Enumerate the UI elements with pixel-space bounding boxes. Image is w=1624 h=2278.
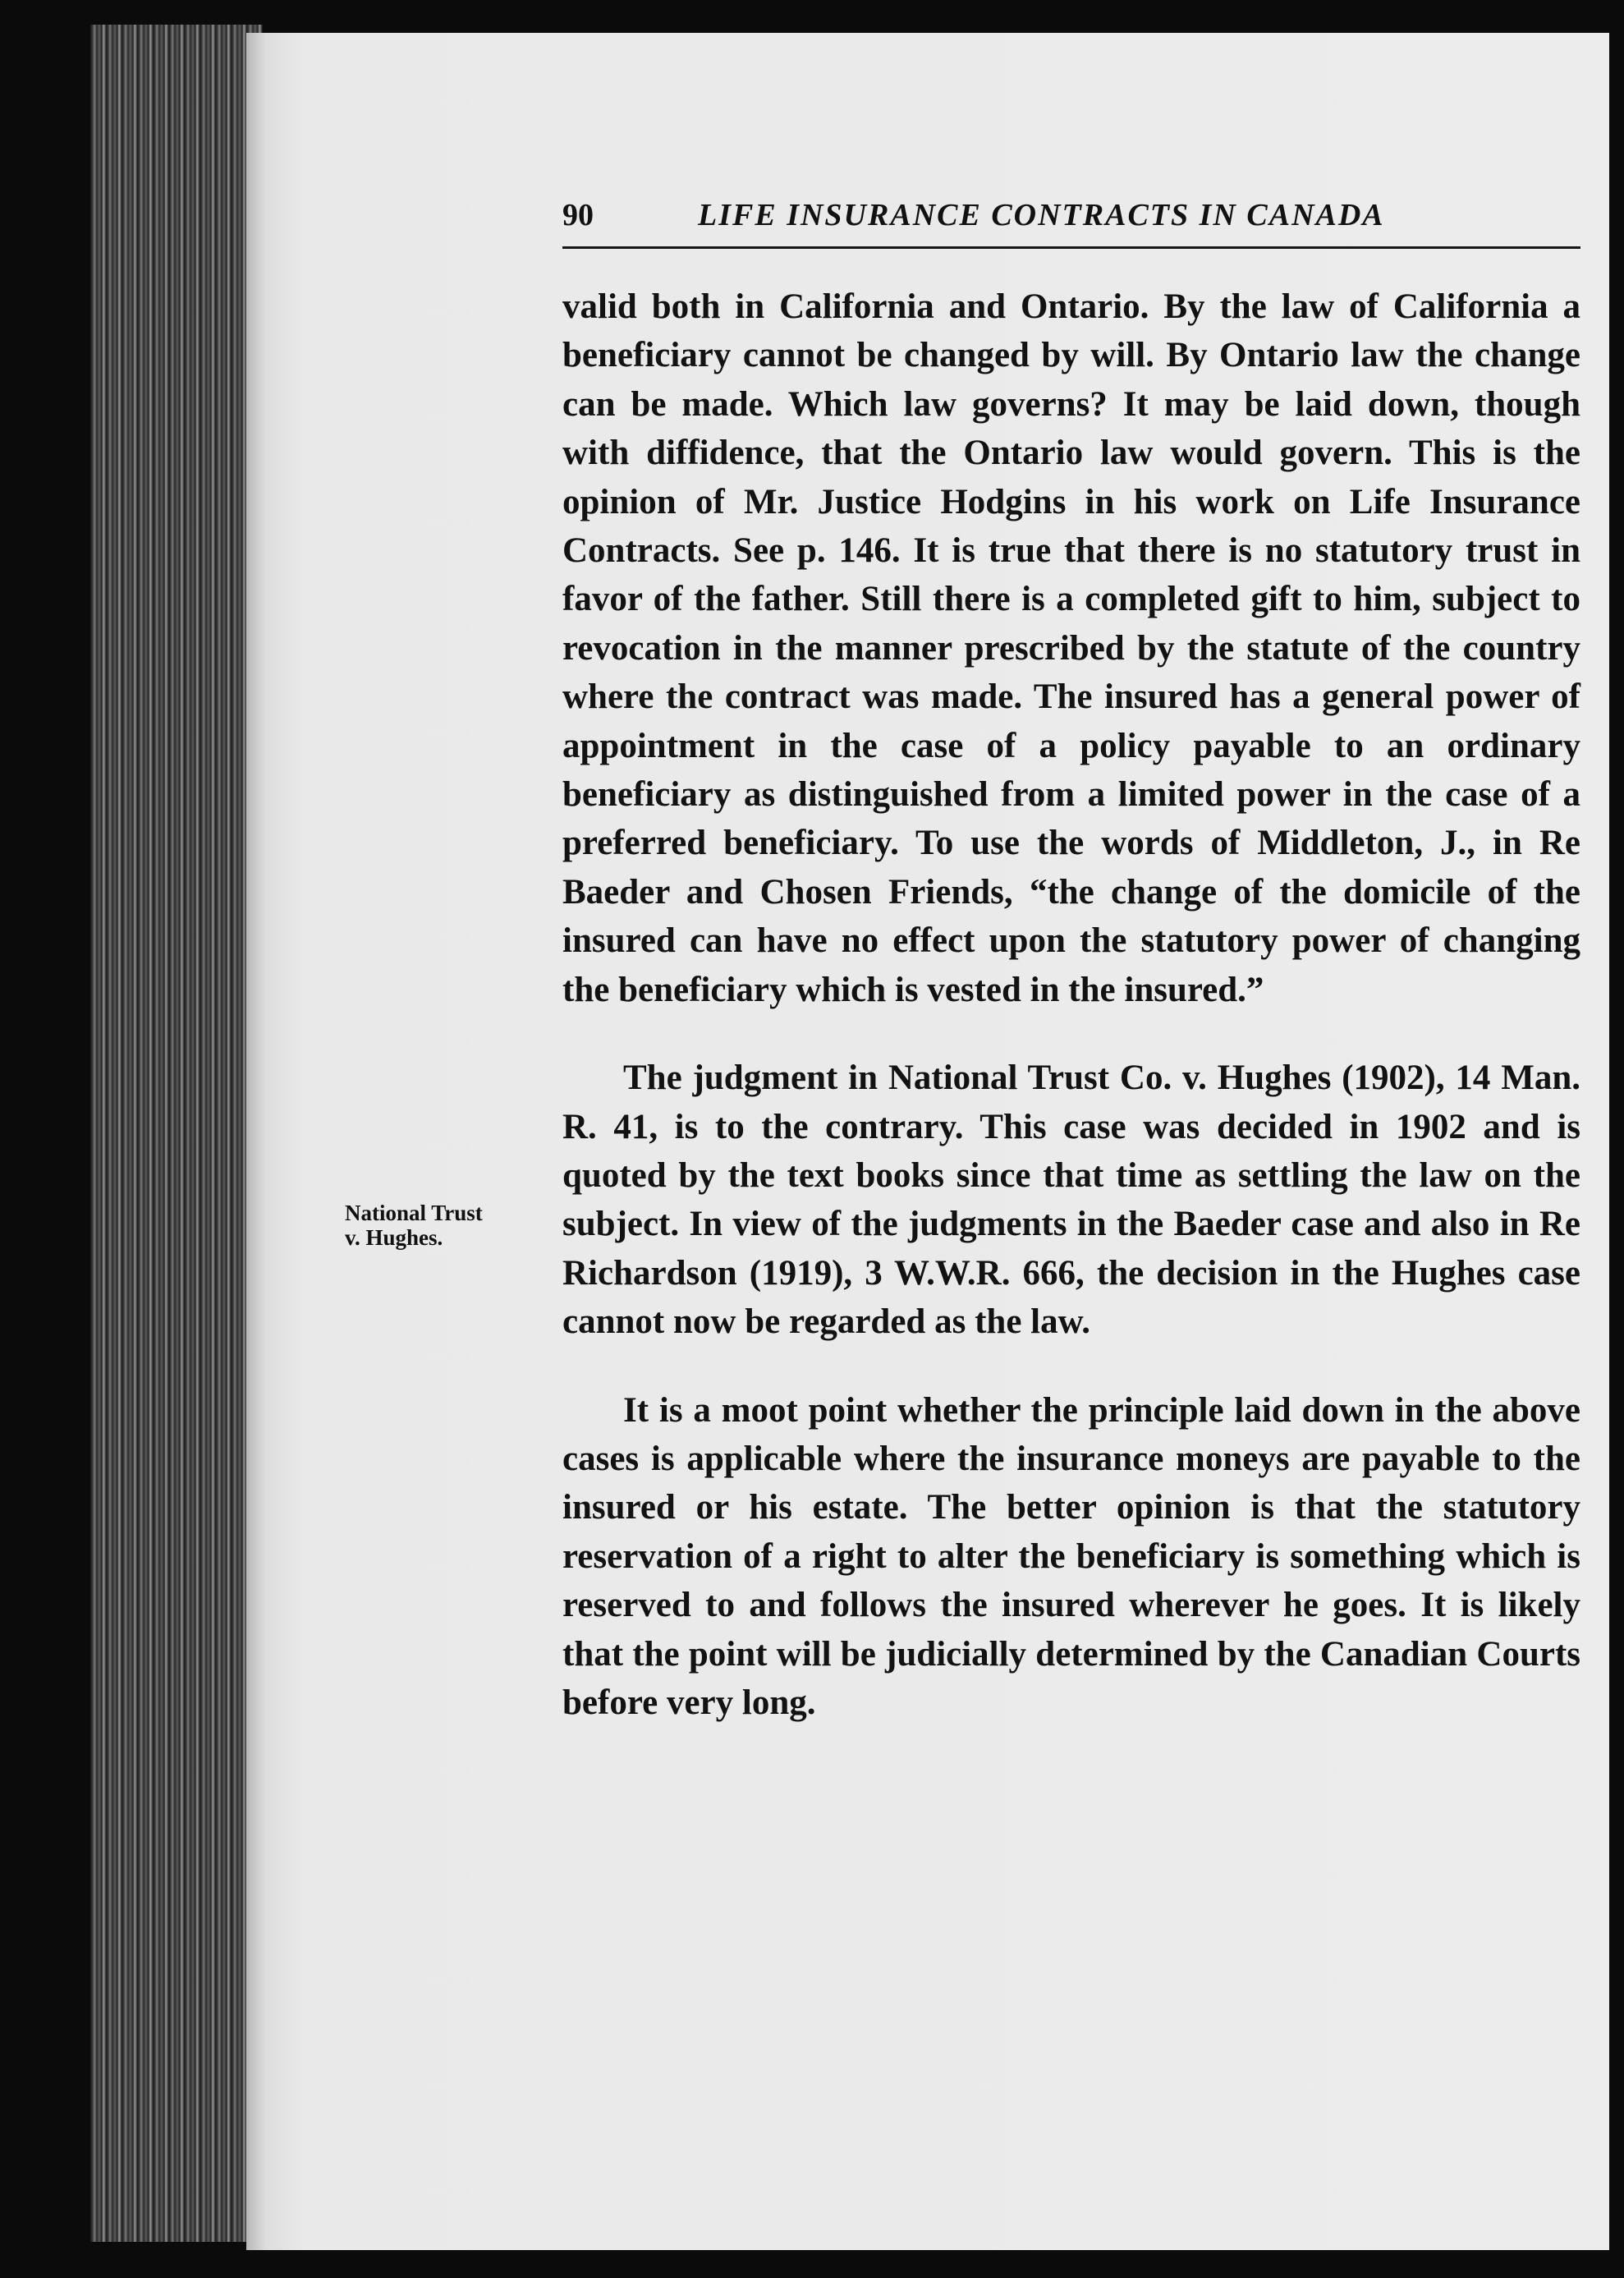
running-title: LIFE INSURANCE CONTRACTS IN CANADA: [698, 198, 1385, 232]
body-text: [562, 282, 1580, 1727]
paragraph: The judgment in National Trust Co. v. Hughes (1902), 14 Man. R. 41, is to the contrary. This case was decided in 1902 and is quoted by the text books since that time as settling the law on the subject. In view of the judgments in the Baeder case and also in Re Richardson (1919), 3 W.W.R. 666, the decision in the Hughes case cannot now be regarded as the law.: [562, 1059, 1580, 1342]
paragraph: valid both in California and Ontario. By the law of California a beneficiary cannot be changed by will. By Ontario law the change can be made. Which law governs? It may be laid down, though with diffidence, that the Ontario law would govern. This is the opinion of Mr. Justice Hodgins in his work on Life Insurance Contracts. See p. 146. It is true that there is no statutory trust in favor of the father. Still there is a completed gift to him, subject to revocation in the manner prescribed by the statute of the country where the contract was made. The insured has a general power of appointment in the case of a policy payable to an ordinary beneficiary as distinguished from a limited power in the case of a preferred beneficiary. To use the words of Middleton, J., in Re Baeder and Chosen Friends, “the change of the domicile of the insured can have no effect upon the statutory power of changing the beneficiary which is vested in the insured.”: [562, 287, 1580, 1009]
page-edges: [90, 25, 263, 2242]
margin-note-line: v. Hughes.: [345, 1225, 443, 1250]
header-rule: [562, 246, 1580, 249]
margin-note-line: National Trust: [345, 1201, 483, 1225]
page-header: [562, 191, 1580, 240]
paragraph: It is a moot point whether the principle laid down in the above cases is applicable where the insurance moneys are payable to the insured or his estate. The better opinion is that the statutory reservation of a right to alter the beneficiary is something which is reserved to and follows the insured wherever he goes. It is likely that the point will be judicially determined by the Canadian Courts before very long.: [562, 1390, 1580, 1722]
margin-note: [345, 1201, 542, 1250]
page-number: 90: [562, 198, 594, 232]
